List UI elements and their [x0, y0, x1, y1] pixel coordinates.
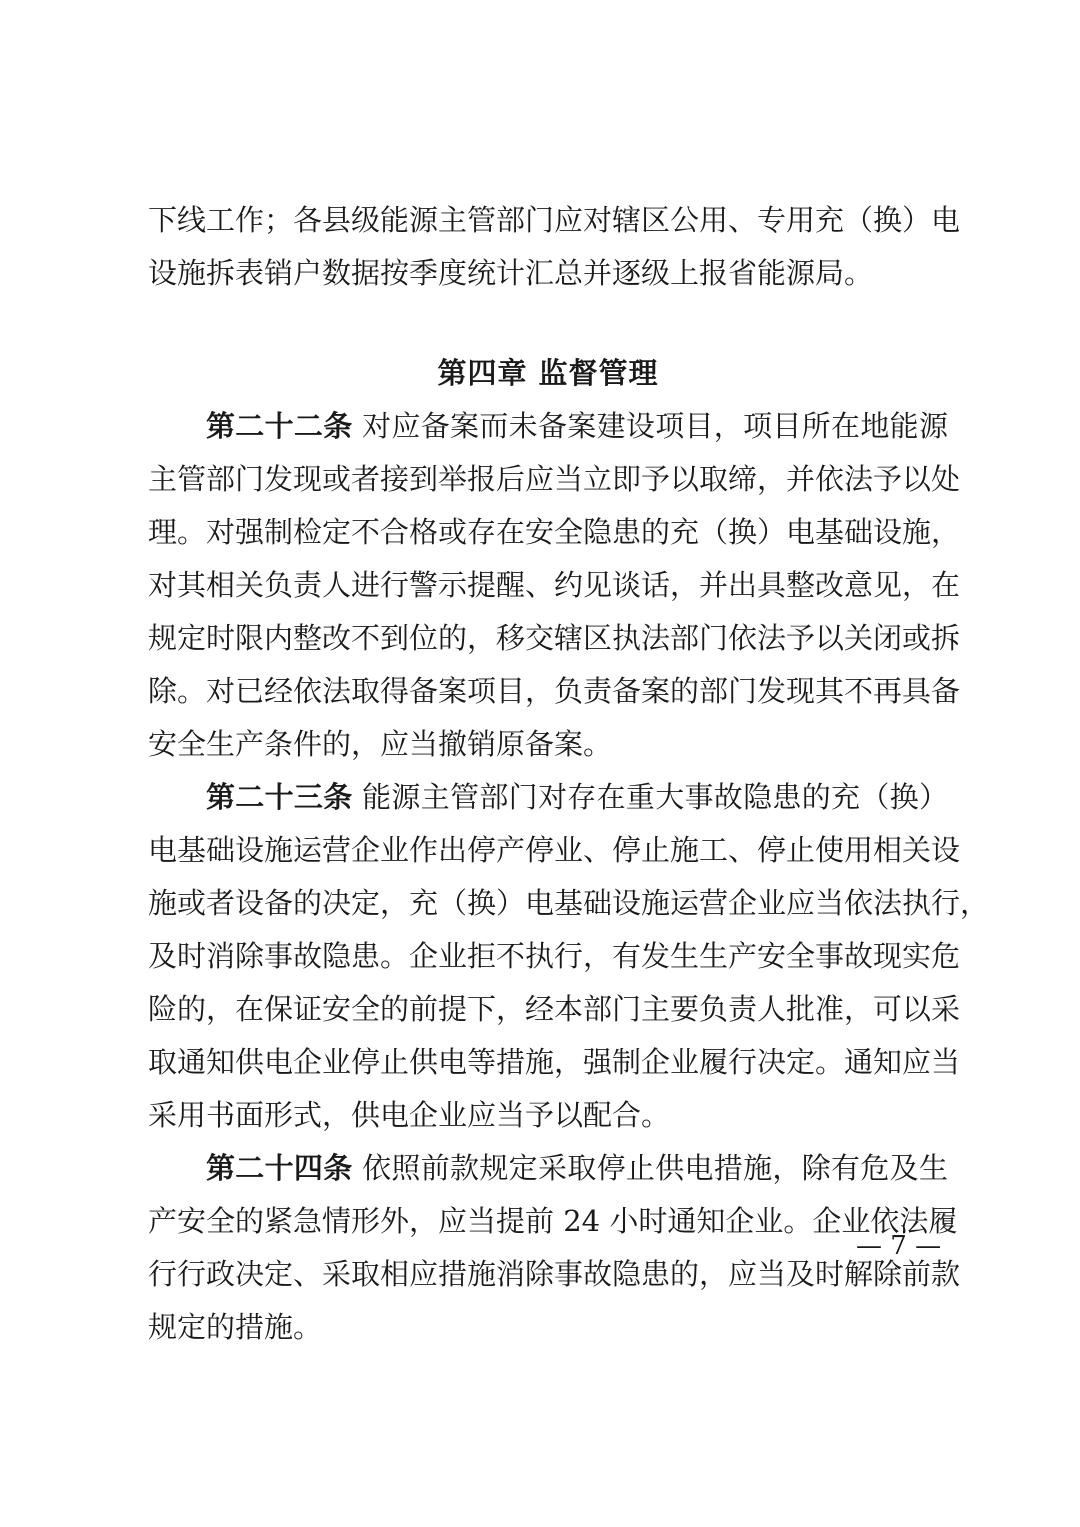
article-first-line — [148, 400, 948, 453]
article-23 — [148, 771, 990, 1142]
article-heading: 第二十二条 — [206, 409, 353, 443]
article-text: 依照前款规定采取停止供电措施，除有危及生 — [352, 1151, 948, 1185]
text-line: 取通知供电企业停止供电等措施，强制企业履行决定。通知应当 — [148, 1045, 961, 1079]
text-line: 采用书面形式，供电企业应当予以配合。 — [148, 1098, 671, 1132]
text-line: 设施拆表销户数据按季度统计汇总并逐级上报省能源局。 — [148, 256, 874, 290]
article-24 — [148, 1142, 961, 1354]
article-first-line — [148, 771, 948, 824]
text-line: 电基础设施运营企业作出停产停业、停止施工、停止使用相关设 — [148, 833, 961, 867]
article-text: 能源主管部门对存在重大事故隐患的充（换） — [352, 780, 948, 814]
text-line: 下线工作；各县级能源主管部门应对辖区公用、专用充（换）电 — [148, 203, 961, 237]
text-line: 及时消除事故隐患。企业拒不执行，有发生生产安全事故现实危 — [148, 939, 961, 973]
page-number: — 7 — — [856, 1231, 942, 1261]
text-line: 险的，在保证安全的前提下，经本部门主要负责人批准，可以采 — [148, 992, 961, 1026]
article-heading: 第二十三条 — [206, 780, 353, 814]
text-line: 理。对强制检定不合格或存在安全隐患的充（换）电基础设施， — [148, 515, 961, 549]
text-line: 规定时限内整改不到位的，移交辖区执法部门依法予以关闭或拆 — [148, 621, 961, 655]
text-line: 行行政决定、采取相应措施消除事故隐患的，应当及时解除前款 — [148, 1257, 961, 1291]
text-line: 产安全的紧急情形外，应当提前 24 小时通知企业。企业依法履 — [148, 1204, 958, 1238]
chapter-title: 第四章 监督管理 — [437, 356, 659, 390]
article-first-line — [148, 1142, 948, 1195]
text-line: 安全生产条件的，应当撤销原备案。 — [148, 727, 613, 761]
text-line: 规定的措施。 — [148, 1310, 323, 1344]
continuation-paragraph — [148, 194, 961, 300]
text-line: 除。对已经依法取得备案项目，负责备案的部门发现其不再具备 — [148, 674, 961, 708]
article-text: 对应备案而未备案建设项目，项目所在地能源 — [352, 409, 948, 443]
text-line: 施或者设备的决定，充（换）电基础设施运营企业应当依法执行， — [148, 886, 990, 920]
article-heading: 第二十四条 — [206, 1151, 353, 1185]
article-22 — [148, 400, 961, 771]
text-line: 对其相关负责人进行警示提醒、约见谈话，并出具整改意见，在 — [148, 568, 961, 602]
text-line: 主管部门发现或者接到举报后应当立即予以取缔，并依法予以处 — [148, 462, 961, 496]
document-page — [148, 194, 990, 1354]
